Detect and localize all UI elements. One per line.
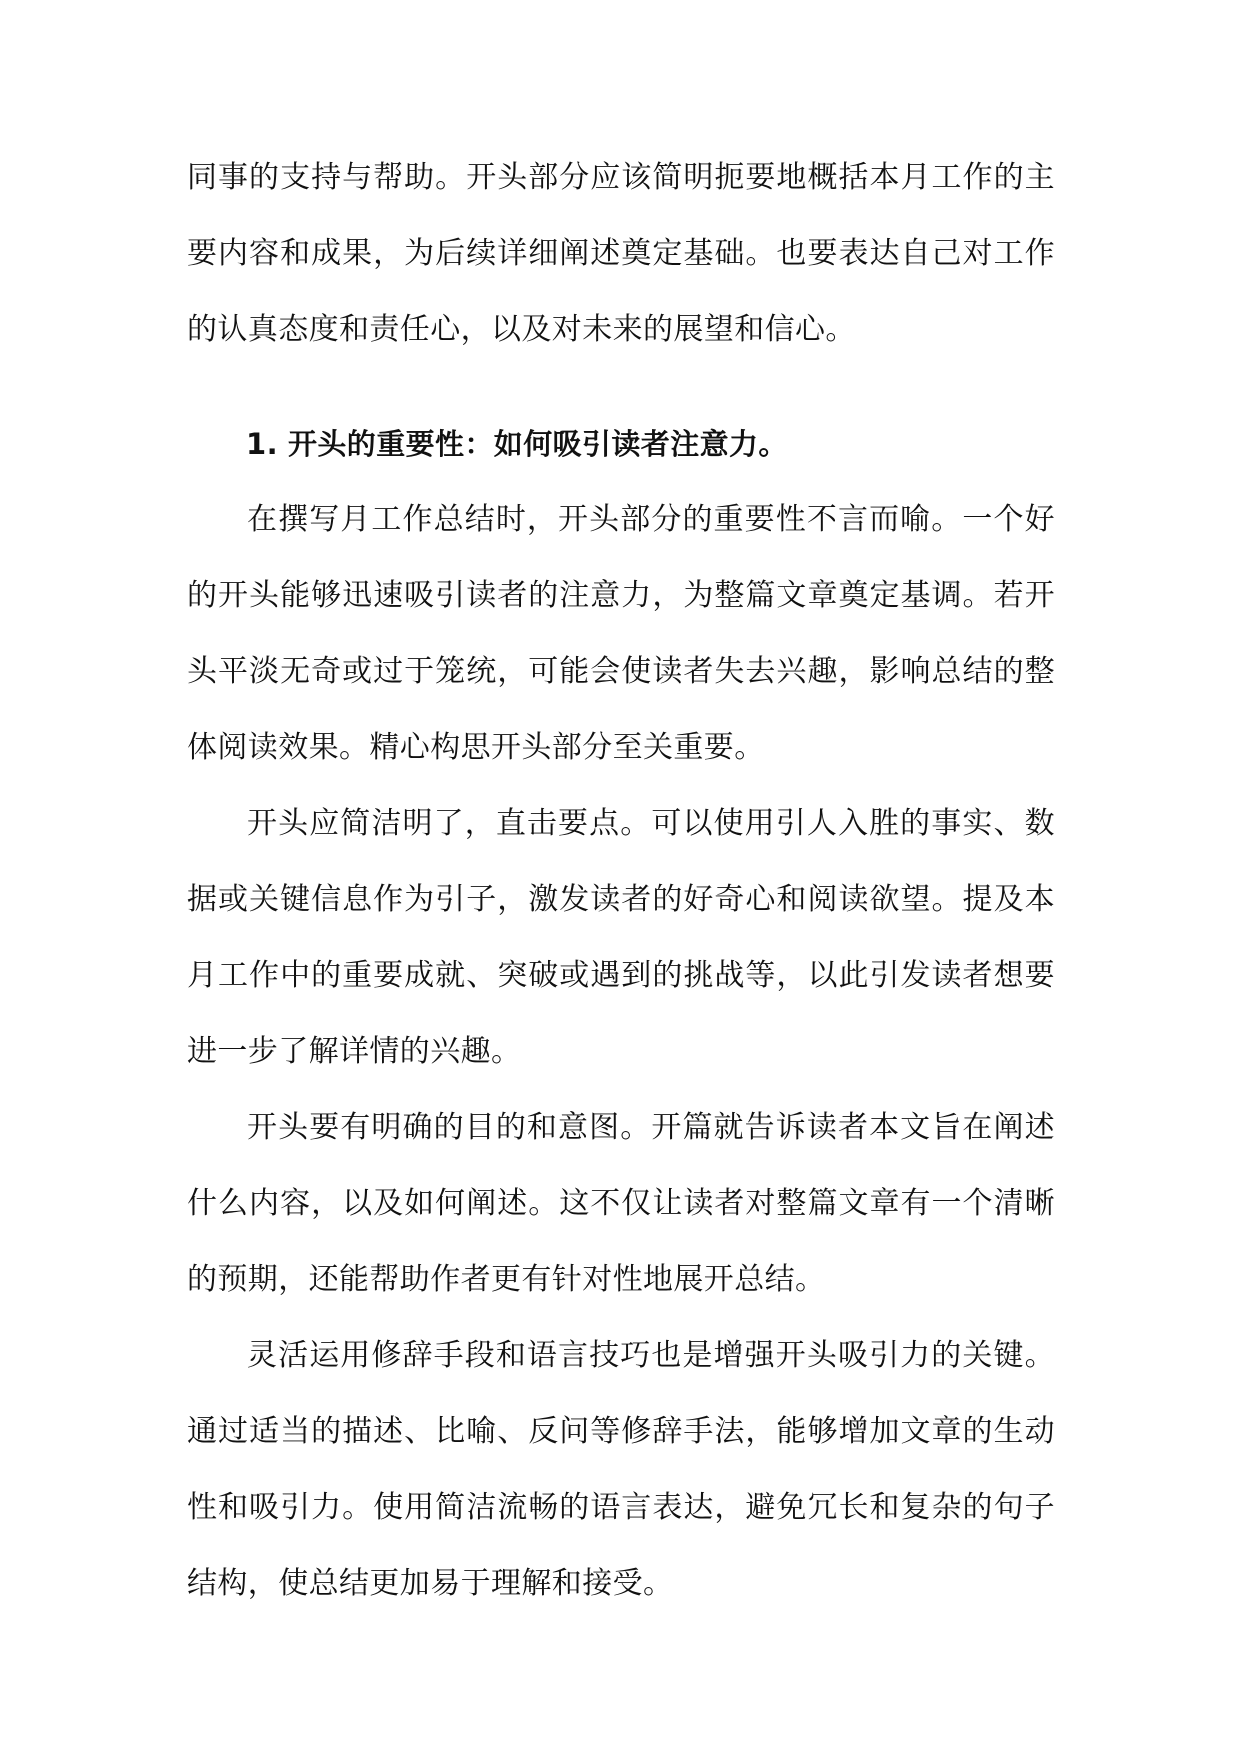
intro-paragraph: 同事的支持与帮助。开头部分应该简明扼要地概括本月工作的主要内容和成果，为后续详细阐述奠定基础。也要表达自己对工作的认真态度和责任心，以及对未来的展望和信心。 xyxy=(187,160,1055,347)
document-body xyxy=(187,140,1055,1622)
section-heading xyxy=(187,406,1055,482)
body-paragraph-2: 开头应简洁明了，直击要点。可以使用引人入胜的事实、数据或关键信息作为引子，激发读者的好奇心和阅读欲望。提及本月工作中的重要成就、突破或遇到的挑战等，以此引发读者想要进一步了解详情的兴趣。 xyxy=(187,806,1055,1069)
section-number: 1. xyxy=(246,427,278,461)
body-paragraph-4: 灵活运用修辞手段和语言技巧也是增强开头吸引力的关键。通过适当的描述、比喻、反问等修辞手法，能够增加文章的生动性和吸引力。使用简洁流畅的语言表达，避免冗长和复杂的句子结构，使总结更加易于理解和接受。 xyxy=(187,1338,1055,1601)
body-paragraph-3: 开头要有明确的目的和意图。开篇就告诉读者本文旨在阐述什么内容，以及如何阐述。这不仅让读者对整篇文章有一个清晰的预期，还能帮助作者更有针对性地展开总结。 xyxy=(187,1110,1055,1297)
section-title: 开头的重要性：如何吸引读者注意力。 xyxy=(288,427,788,461)
body-paragraph-1: 在撰写月工作总结时，开头部分的重要性不言而喻。一个好的开头能够迅速吸引读者的注意力，为整篇文章奠定基调。若开头平淡无奇或过于笼统，可能会使读者失去兴趣，影响总结的整体阅读效果。精心构思开头部分至关重要。 xyxy=(187,502,1055,765)
